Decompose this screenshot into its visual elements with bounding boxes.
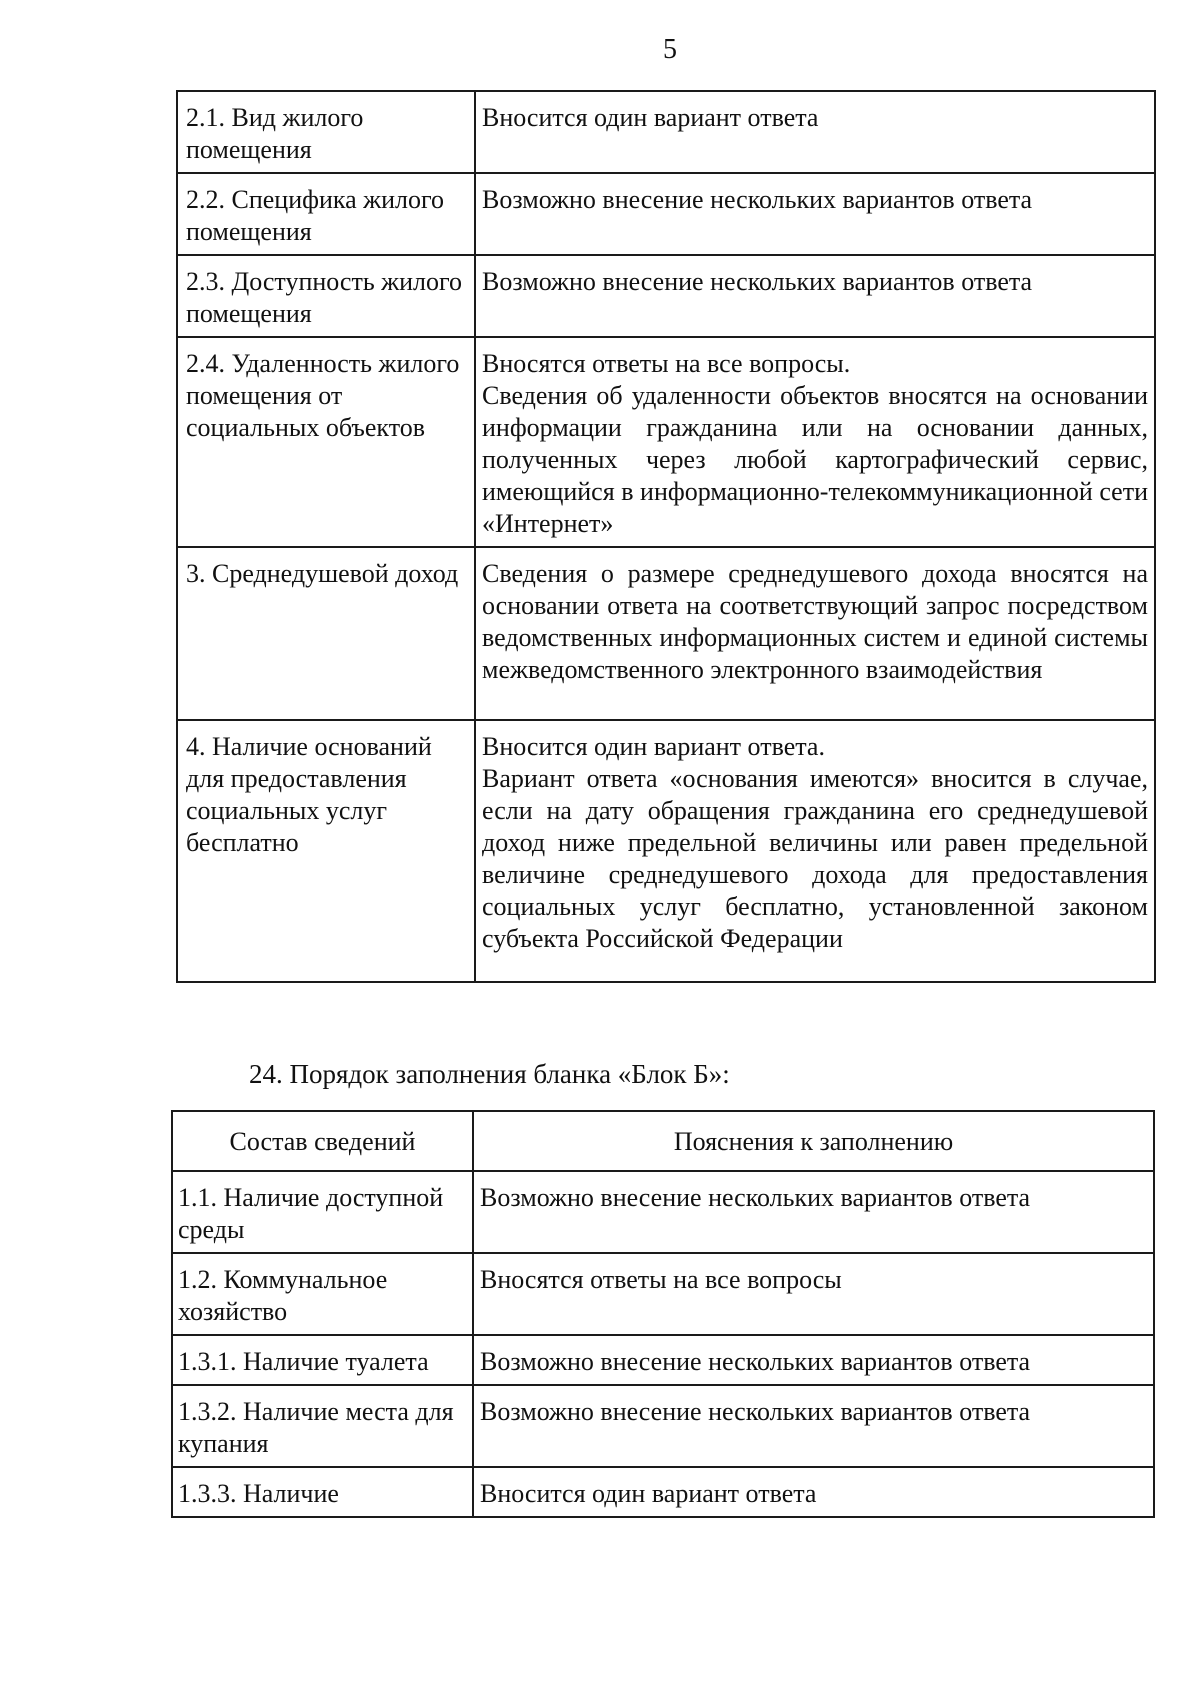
table-row <box>177 91 1155 173</box>
table-header-row <box>172 1111 1154 1171</box>
item-cell: 1.2. Коммунальное хозяйство <box>172 1253 473 1335</box>
table-row <box>172 1385 1154 1467</box>
explanation-cell <box>475 720 1155 982</box>
item-cell: 1.3.2. Наличие места для купания <box>172 1385 473 1467</box>
page-number: 5 <box>663 34 677 65</box>
explanation-line: Вносятся ответы на все вопросы. <box>482 349 851 378</box>
explanation-cell: Вносятся ответы на все вопросы <box>473 1253 1154 1335</box>
item-cell: 1.3.3. Наличие <box>172 1467 473 1517</box>
explanation-line: Сведения об удаленности объектов вносятся на основании информации гражданина или на основании данных, полученных через любой картографический сервис, имеющийся в информационно-телекоммуникационной сети «Интернет» <box>482 381 1148 538</box>
explanation-line: Вносится один вариант ответа. <box>482 732 825 761</box>
explanation-line: Вариант ответа «основания имеются» вносится в случае, если на дату обращения гражданина его среднедушевой доход ниже предельной величины или равен предельной величине среднедушевого дохода для предоставления социальных услуг бесплатно, установленной законом субъекта Российской Федерации <box>482 764 1148 953</box>
table-row <box>172 1467 1154 1517</box>
item-cell: 2.2. Специфика жилого помещения <box>177 173 475 255</box>
item-cell: 2.4. Удаленность жилого помещения от социальных объектов <box>177 337 475 547</box>
table-row <box>172 1335 1154 1385</box>
block-b-table <box>171 1110 1155 1518</box>
explanation-cell: Возможно внесение нескольких вариантов ответа <box>473 1335 1154 1385</box>
explanation-cell: Возможно внесение нескольких вариантов ответа <box>475 255 1155 337</box>
table-row <box>177 173 1155 255</box>
section-heading: 24. Порядок заполнения бланка «Блок Б»: <box>249 1059 730 1089</box>
item-cell: 2.3. Доступность жилого помещения <box>177 255 475 337</box>
table-row <box>177 720 1155 982</box>
item-cell: 1.3.1. Наличие туалета <box>172 1335 473 1385</box>
column-header: Состав сведений <box>172 1111 473 1171</box>
item-cell: 1.1. Наличие доступной среды <box>172 1171 473 1253</box>
explanation-cell: Сведения о размере среднедушевого дохода вносятся на основании ответа на соответствующий запрос посредством ведомственных информационных систем и единой системы межведомственного электронного взаимодействия <box>475 547 1155 720</box>
table-row <box>177 547 1155 720</box>
explanation-cell: Возможно внесение нескольких вариантов ответа <box>473 1171 1154 1253</box>
table-row <box>177 255 1155 337</box>
table-row <box>177 337 1155 547</box>
item-cell: 3. Среднедушевой доход <box>177 547 475 720</box>
explanations-table-continued <box>176 90 1156 983</box>
explanation-cell: Вносится один вариант ответа <box>475 91 1155 173</box>
table-row <box>172 1171 1154 1253</box>
item-cell: 2.1. Вид жилого помещения <box>177 91 475 173</box>
table-row <box>172 1253 1154 1335</box>
explanation-cell: Возможно внесение нескольких вариантов ответа <box>473 1385 1154 1467</box>
explanation-cell: Возможно внесение нескольких вариантов ответа <box>475 173 1155 255</box>
item-cell: 4. Наличие оснований для предоставления социальных услуг бесплатно <box>177 720 475 982</box>
explanation-cell <box>475 337 1155 547</box>
explanation-cell: Вносится один вариант ответа <box>473 1467 1154 1517</box>
column-header: Пояснения к заполнению <box>473 1111 1154 1171</box>
